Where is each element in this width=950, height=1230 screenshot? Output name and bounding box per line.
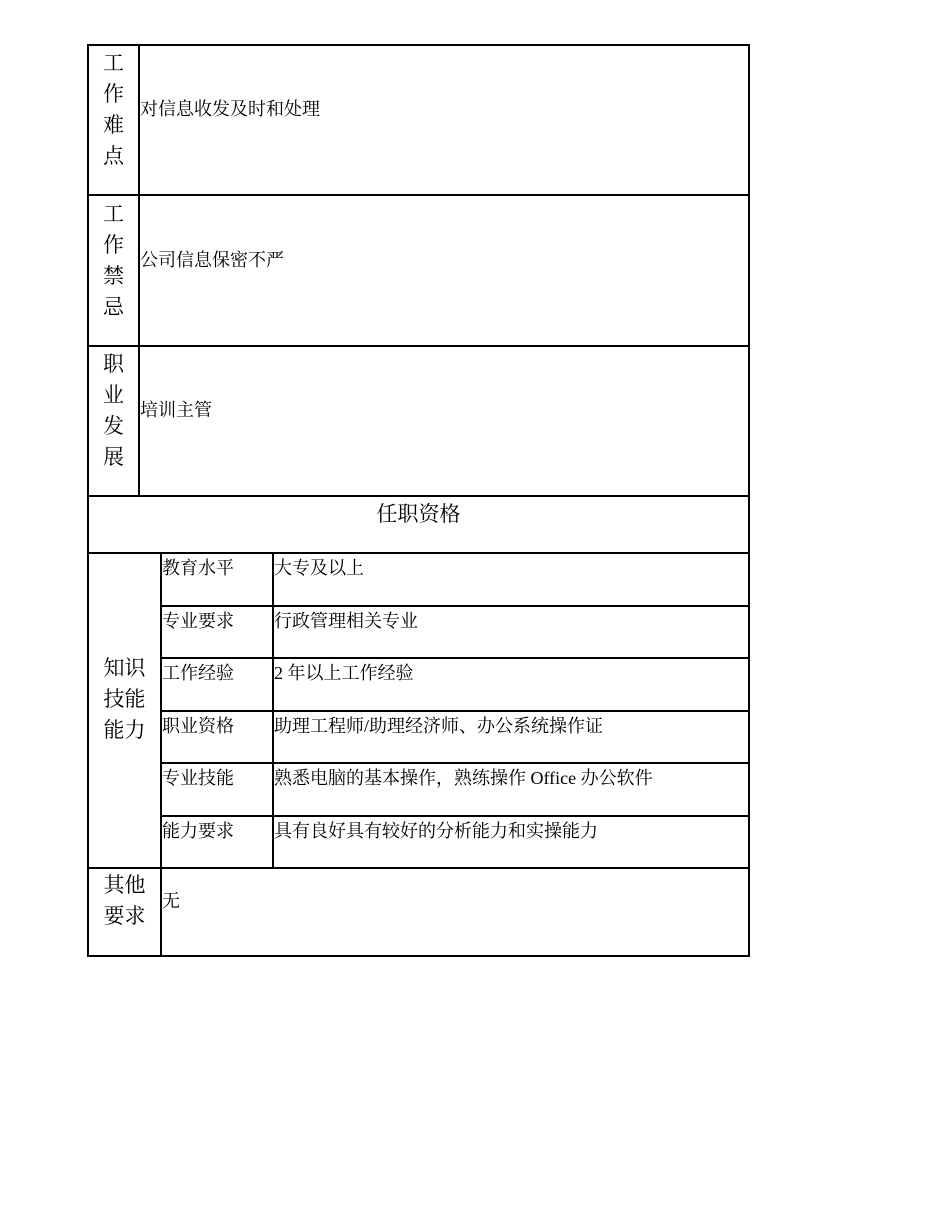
certification-value: 助理工程师/助理经济师、办公系统操作证 (274, 716, 603, 736)
other-value: 无 (162, 891, 180, 911)
item-divider (160, 815, 750, 817)
career-label: 职 业 发 展 (103, 352, 124, 469)
ability-value: 具有良好具有较好的分析能力和实操能力 (274, 821, 598, 841)
skill-name: 专业技能 (162, 768, 234, 788)
item-divider (160, 710, 750, 712)
experience-name: 工作经验 (162, 663, 234, 683)
row-divider (87, 495, 750, 497)
table-border-bottom (87, 955, 750, 957)
row-divider (87, 345, 750, 347)
skill-value: 熟悉电脑的基本操作，熟练操作 Office 办公软件 (274, 768, 653, 788)
row-divider (87, 867, 750, 869)
ability-name: 能力要求 (162, 821, 234, 841)
knowledge-group-label: 知识 技能 能力 (103, 656, 146, 742)
row-divider (87, 194, 750, 196)
major-value: 行政管理相关专业 (274, 611, 418, 631)
taboo-label: 工 作 禁 忌 (103, 202, 124, 319)
certification-name: 职业资格 (162, 716, 234, 736)
education-value: 大专及以上 (274, 558, 364, 578)
difficulty-value: 对信息收发及时和处理 (140, 99, 320, 119)
major-name: 专业要求 (162, 611, 234, 631)
item-divider (160, 762, 750, 764)
item-divider (160, 657, 750, 659)
difficulty-label: 工 作 难 点 (103, 51, 124, 168)
other-label: 其他 要求 (103, 873, 146, 928)
section-title: 任职资格 (376, 502, 461, 526)
table-border-right (748, 44, 750, 957)
career-value: 培训主管 (140, 400, 212, 420)
item-divider (160, 605, 750, 607)
taboo-value: 公司信息保密不严 (140, 250, 284, 270)
experience-value: 2 年以上工作经验 (274, 663, 414, 683)
table-border-top (87, 44, 750, 46)
education-name: 教育水平 (162, 558, 234, 578)
row-divider (87, 552, 750, 554)
